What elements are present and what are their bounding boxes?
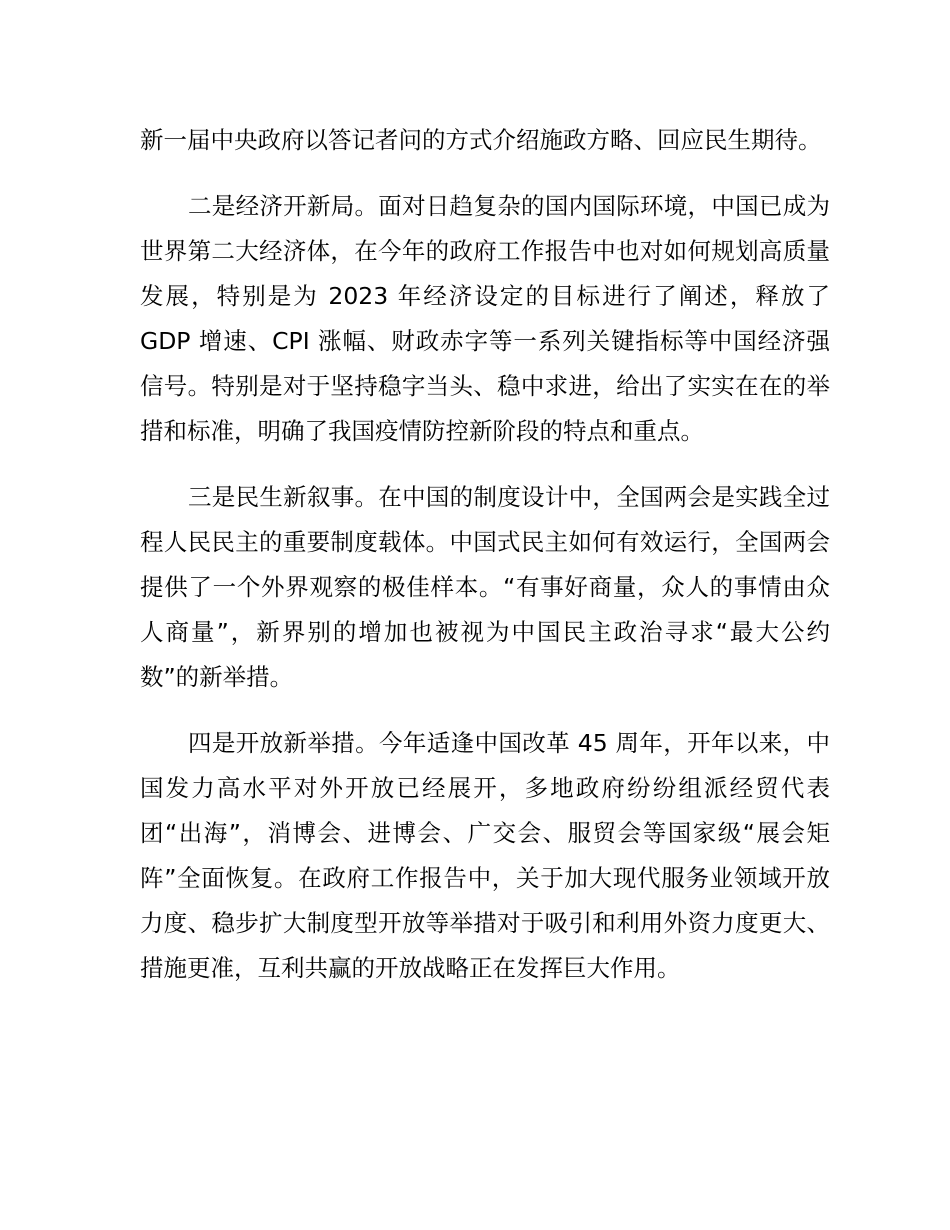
- paragraph-economy: 二是经济开新局。面对日趋复杂的国内国际环境，中国已成为世界第二大经济体，在今年的政府工作报告中也对如何规划高质量发展，特别是为 2023 年经济设定的目标进行了阐述，释放了 GDP 增速、CPI 涨幅、财政赤字等一系列关键指标等中国经济强信号。特别是对于坚持稳字当头、稳中求进，给出了实实在在的举措和标准，明确了我国疫情防控新阶段的特点和重点。: [140, 192, 830, 445]
- paragraph-continuation: 新一届中央政府以答记者问的方式介绍施政方略、回应民生期待。: [140, 126, 822, 154]
- document-body: [140, 118, 830, 1012]
- paragraph-livelihood: 三是民生新叙事。在中国的制度设计中，全国两会是实践全过程人民民主的重要制度载体。中国式民主如何有效运行，全国两会提供了一个外界观察的极佳样本。“有事好商量，众人的事情由众人商量”，新界别的增加也被视为中国民主政治寻求“最大公约数”的新举措。: [140, 483, 830, 691]
- paragraph-opening: 四是开放新举措。今年适逢中国改革 45 周年，开年以来，中国发力高水平对外开放已经展开，多地政府纷纷组派经贸代表团“出海”，消博会、进博会、广交会、服贸会等国家级“展会矩阵”全面恢复。在政府工作报告中，关于加大现代服务业领域开放力度、稳步扩大制度型开放等举措对于吸引和利用外资力度更大、措施更准，互利共赢的开放战略正在发挥巨大作用。: [140, 729, 830, 982]
